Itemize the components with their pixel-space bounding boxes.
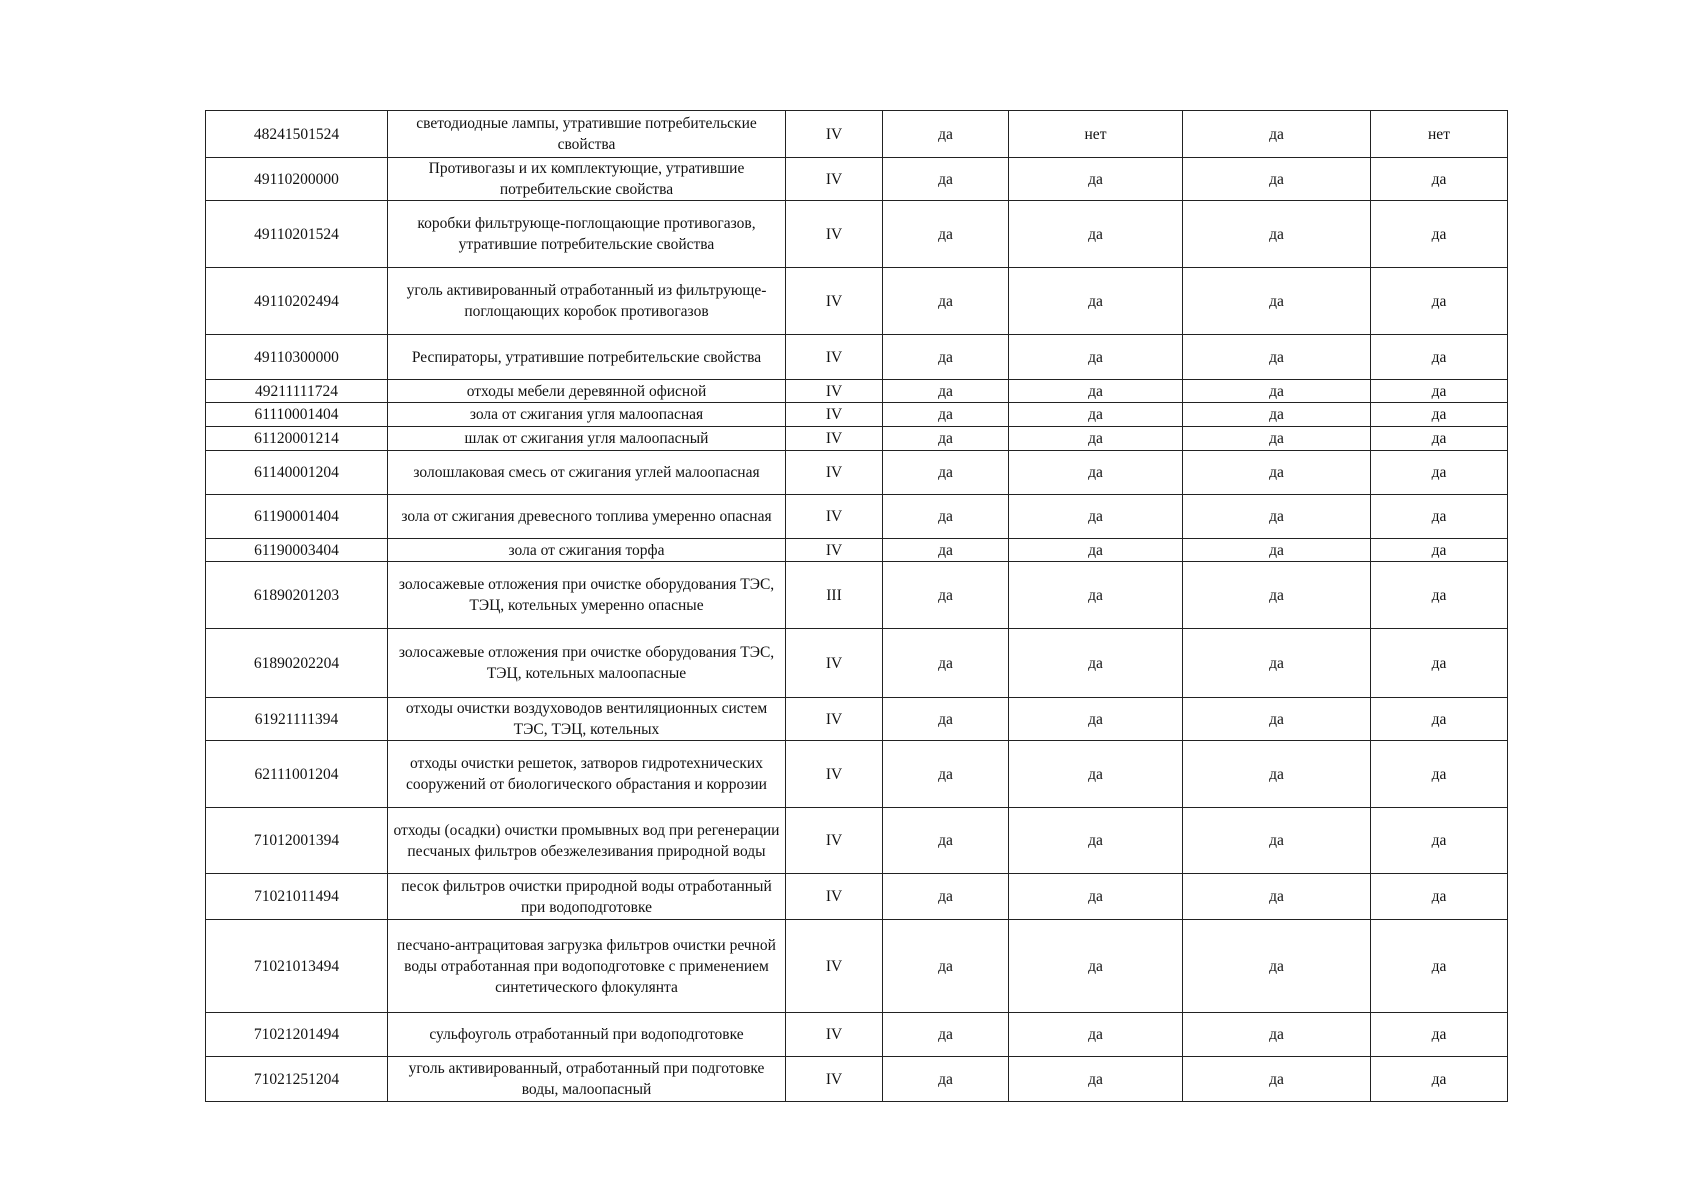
col-4-value: да [883, 920, 1009, 1013]
waste-code: 71021013494 [206, 920, 388, 1013]
col-4-value: да [883, 874, 1009, 920]
col-7-value: да [1371, 451, 1508, 495]
waste-name: уголь активированный, отработанный при подготовке воды, малоопасный [388, 1057, 786, 1102]
col-4-value: да [883, 539, 1009, 562]
waste-name: отходы (осадки) очистки промывных вод при регенерации песчаных фильтров обезжелезивания природной воды [388, 808, 786, 874]
col-5-value: да [1009, 808, 1183, 874]
col-7-value: да [1371, 201, 1508, 268]
col-6-value: да [1183, 741, 1371, 808]
table-row [206, 808, 1508, 874]
col-7-value: да [1371, 874, 1508, 920]
col-6-value: да [1183, 1013, 1371, 1057]
col-7-value: да [1371, 158, 1508, 201]
col-4-value: да [883, 495, 1009, 539]
col-4-value: да [883, 111, 1009, 158]
col-6-value: да [1183, 539, 1371, 562]
col-5-value: да [1009, 335, 1183, 380]
waste-code: 61921111394 [206, 698, 388, 741]
waste-name: отходы мебели деревянной офисной [388, 380, 786, 403]
col-6-value: да [1183, 562, 1371, 629]
col-6-value: да [1183, 920, 1371, 1013]
col-6-value: да [1183, 808, 1371, 874]
waste-name: сульфоуголь отработанный при водоподготовке [388, 1013, 786, 1057]
hazard-class: IV [786, 920, 883, 1013]
hazard-class: IV [786, 1057, 883, 1102]
waste-name: зола от сжигания торфа [388, 539, 786, 562]
table-row [206, 920, 1508, 1013]
col-5-value: да [1009, 201, 1183, 268]
col-7-value: да [1371, 495, 1508, 539]
col-5-value: да [1009, 698, 1183, 741]
col-5-value: да [1009, 562, 1183, 629]
col-7-value: да [1371, 1057, 1508, 1102]
waste-name: золосажевые отложения при очистке оборудования ТЭС, ТЭЦ, котельных малоопасные [388, 629, 786, 698]
waste-name: песок фильтров очистки природной воды отработанный при водоподготовке [388, 874, 786, 920]
hazard-class: IV [786, 451, 883, 495]
table-row [206, 427, 1508, 451]
hazard-class: IV [786, 539, 883, 562]
col-5-value: да [1009, 403, 1183, 427]
waste-name: отходы очистки решеток, затворов гидротехнических сооружений от биологического обрастания и коррозии [388, 741, 786, 808]
col-5-value: нет [1009, 111, 1183, 158]
waste-name: отходы очистки воздуховодов вентиляционных систем ТЭС, ТЭЦ, котельных [388, 698, 786, 741]
table-row [206, 111, 1508, 158]
waste-name: зола от сжигания угля малоопасная [388, 403, 786, 427]
hazard-class: IV [786, 335, 883, 380]
col-5-value: да [1009, 920, 1183, 1013]
col-7-value: да [1371, 562, 1508, 629]
col-6-value: да [1183, 1057, 1371, 1102]
waste-code: 61890202204 [206, 629, 388, 698]
col-7-value: да [1371, 808, 1508, 874]
table-row [206, 268, 1508, 335]
table-row [206, 451, 1508, 495]
col-4-value: да [883, 698, 1009, 741]
table-row [206, 1057, 1508, 1102]
col-5-value: да [1009, 1013, 1183, 1057]
waste-code: 61190001404 [206, 495, 388, 539]
col-4-value: да [883, 629, 1009, 698]
col-4-value: да [883, 201, 1009, 268]
waste-name: шлак от сжигания угля малоопасный [388, 427, 786, 451]
col-4-value: да [883, 158, 1009, 201]
col-4-value: да [883, 741, 1009, 808]
hazard-class: IV [786, 427, 883, 451]
col-5-value: да [1009, 539, 1183, 562]
waste-code: 61140001204 [206, 451, 388, 495]
col-4-value: да [883, 1013, 1009, 1057]
waste-name: уголь активированный отработанный из фильтрующе-поглощающих коробок противогазов [388, 268, 786, 335]
waste-name: золосажевые отложения при очистке оборудования ТЭС, ТЭЦ, котельных умеренно опасные [388, 562, 786, 629]
col-7-value: да [1371, 920, 1508, 1013]
col-7-value: да [1371, 268, 1508, 335]
col-6-value: да [1183, 201, 1371, 268]
table-row [206, 403, 1508, 427]
col-5-value: да [1009, 495, 1183, 539]
hazard-class: III [786, 562, 883, 629]
col-4-value: да [883, 427, 1009, 451]
hazard-class: IV [786, 403, 883, 427]
hazard-class: IV [786, 808, 883, 874]
waste-code: 49110300000 [206, 335, 388, 380]
waste-code: 61120001214 [206, 427, 388, 451]
table-row [206, 562, 1508, 629]
table-row [206, 380, 1508, 403]
hazard-class: IV [786, 201, 883, 268]
waste-code: 71012001394 [206, 808, 388, 874]
waste-code: 49110202494 [206, 268, 388, 335]
col-7-value: да [1371, 1013, 1508, 1057]
waste-name: золошлаковая смесь от сжигания углей малоопасная [388, 451, 786, 495]
col-6-value: да [1183, 403, 1371, 427]
col-7-value: нет [1371, 111, 1508, 158]
hazard-class: IV [786, 1013, 883, 1057]
col-5-value: да [1009, 874, 1183, 920]
hazard-class: IV [786, 741, 883, 808]
table-row [206, 201, 1508, 268]
waste-name: светодиодные лампы, утратившие потребительские свойства [388, 111, 786, 158]
waste-code: 71021011494 [206, 874, 388, 920]
col-4-value: да [883, 1057, 1009, 1102]
col-4-value: да [883, 808, 1009, 874]
col-5-value: да [1009, 427, 1183, 451]
hazard-class: IV [786, 698, 883, 741]
col-7-value: да [1371, 629, 1508, 698]
col-6-value: да [1183, 268, 1371, 335]
hazard-class: IV [786, 629, 883, 698]
col-7-value: да [1371, 403, 1508, 427]
waste-code: 61190003404 [206, 539, 388, 562]
col-5-value: да [1009, 158, 1183, 201]
col-7-value: да [1371, 698, 1508, 741]
waste-code: 71021251204 [206, 1057, 388, 1102]
col-5-value: да [1009, 741, 1183, 808]
col-4-value: да [883, 380, 1009, 403]
table-row [206, 1013, 1508, 1057]
table-row [206, 741, 1508, 808]
col-6-value: да [1183, 158, 1371, 201]
col-4-value: да [883, 268, 1009, 335]
col-6-value: да [1183, 335, 1371, 380]
waste-name: Респираторы, утратившие потребительские свойства [388, 335, 786, 380]
waste-code: 49110201524 [206, 201, 388, 268]
hazard-class: IV [786, 495, 883, 539]
col-6-value: да [1183, 427, 1371, 451]
col-6-value: да [1183, 380, 1371, 403]
hazard-class: IV [786, 158, 883, 201]
table-row [206, 698, 1508, 741]
col-6-value: да [1183, 698, 1371, 741]
waste-code: 62111001204 [206, 741, 388, 808]
col-6-value: да [1183, 874, 1371, 920]
col-4-value: да [883, 403, 1009, 427]
table-row [206, 539, 1508, 562]
col-5-value: да [1009, 451, 1183, 495]
hazard-class: IV [786, 268, 883, 335]
waste-name: Противогазы и их комплектующие, утратившие потребительские свойства [388, 158, 786, 201]
waste-code: 61110001404 [206, 403, 388, 427]
col-7-value: да [1371, 335, 1508, 380]
col-4-value: да [883, 451, 1009, 495]
waste-name: зола от сжигания древесного топлива умеренно опасная [388, 495, 786, 539]
waste-code: 48241501524 [206, 111, 388, 158]
waste-code: 49110200000 [206, 158, 388, 201]
table-row [206, 495, 1508, 539]
col-6-value: да [1183, 451, 1371, 495]
table-row [206, 158, 1508, 201]
waste-name: коробки фильтрующе-поглощающие противогазов, утратившие потребительские свойства [388, 201, 786, 268]
waste-table-body [206, 111, 1508, 1102]
col-6-value: да [1183, 629, 1371, 698]
waste-code: 71021201494 [206, 1013, 388, 1057]
col-7-value: да [1371, 539, 1508, 562]
waste-name: песчано-антрацитовая загрузка фильтров очистки речной воды отработанная при водоподготовке с применением синтетического флокулянта [388, 920, 786, 1013]
col-5-value: да [1009, 380, 1183, 403]
waste-code: 49211111724 [206, 380, 388, 403]
col-4-value: да [883, 562, 1009, 629]
col-7-value: да [1371, 427, 1508, 451]
col-5-value: да [1009, 268, 1183, 335]
col-4-value: да [883, 335, 1009, 380]
table-row [206, 629, 1508, 698]
col-7-value: да [1371, 380, 1508, 403]
hazard-class: IV [786, 380, 883, 403]
table-row [206, 874, 1508, 920]
col-5-value: да [1009, 629, 1183, 698]
hazard-class: IV [786, 874, 883, 920]
hazard-class: IV [786, 111, 883, 158]
waste-table [205, 110, 1508, 1102]
col-5-value: да [1009, 1057, 1183, 1102]
table-row [206, 335, 1508, 380]
waste-code: 61890201203 [206, 562, 388, 629]
col-6-value: да [1183, 111, 1371, 158]
col-7-value: да [1371, 741, 1508, 808]
col-6-value: да [1183, 495, 1371, 539]
